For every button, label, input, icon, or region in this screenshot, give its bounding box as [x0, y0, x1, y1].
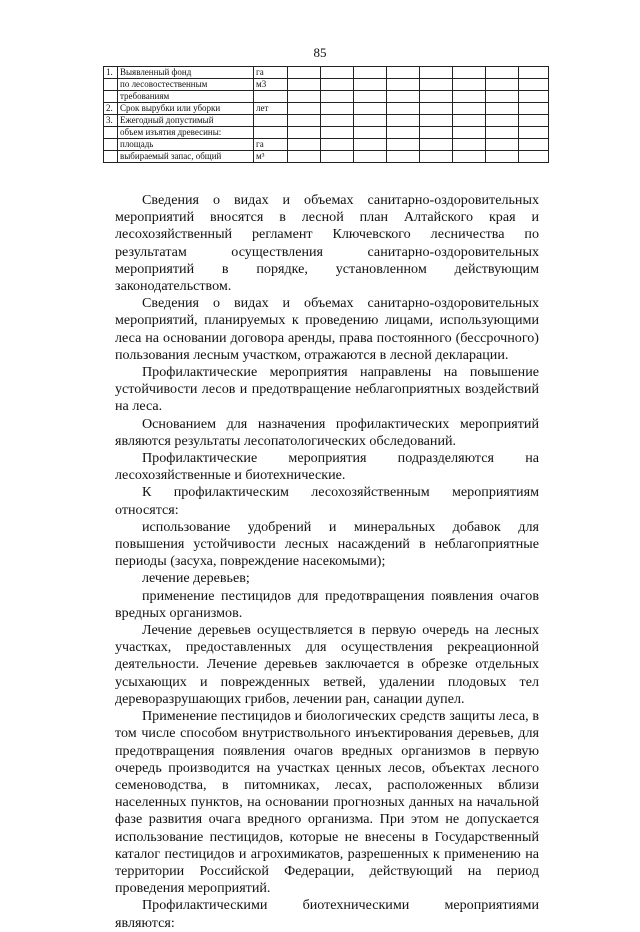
body-text [115, 192, 539, 932]
table-row [104, 127, 549, 139]
table-row [104, 79, 549, 91]
empty-value-cell [486, 67, 519, 79]
empty-value-cell [519, 127, 549, 139]
row-unit-cell: м³ [254, 151, 288, 163]
empty-value-cell [420, 127, 453, 139]
paragraph: Основанием для назначения профилактических мероприятий являются результаты лесопатологических обследований. [115, 415, 539, 449]
empty-value-cell [420, 79, 453, 91]
row-number-cell: 2. [104, 103, 118, 115]
paragraph: Применение пестицидов и биологических средств защиты леса, в том числе способом внутриствольного инъектирования деревьев, для предотвращения появления очагов вредных организмов в первую очередь производится на участках ценных лесов, объектах лесного семеноводства, в питомниках, лесах, расположенных вблизи населенных пунктов, на основании прогнозных данных на начальной фазе развития очага вредного организма. При этом не допускается использование пестицидов, которые не внесены в Государственный каталог пестицидов и агрохимикатов, разрешенных к применению на территории Российской Федерации, действующий на период проведения мероприятий. [115, 708, 539, 897]
row-unit-cell: лет [254, 103, 288, 115]
empty-value-cell [519, 103, 549, 115]
empty-value-cell [519, 139, 549, 151]
empty-value-cell [486, 91, 519, 103]
empty-value-cell [387, 115, 420, 127]
row-label-cell: требованиям [118, 91, 254, 103]
table-row [104, 91, 549, 103]
empty-value-cell [288, 115, 321, 127]
row-number-cell [104, 139, 118, 151]
paragraph: Сведения о видах и объемах санитарно-оздоровительных мероприятий вносятся в лесной план Алтайского края и лесохозяйственный регламент Ключевского лесничества по результатам осуществления санитарно-оздоровительных мероприятий в порядке, установленном действующим законодательством. [115, 192, 539, 295]
empty-value-cell [453, 151, 486, 163]
empty-value-cell [387, 139, 420, 151]
empty-value-cell [321, 127, 354, 139]
empty-value-cell [387, 67, 420, 79]
empty-value-cell [453, 115, 486, 127]
empty-value-cell [453, 91, 486, 103]
empty-value-cell [321, 91, 354, 103]
empty-value-cell [420, 115, 453, 127]
paragraph: Сведения о видах и объемах санитарно-оздоровительных мероприятий, планируемых к проведению лицами, использующими леса на основании договора аренды, права постоянного (бессрочного) пользования лесным участком, отражаются в лесной декларации. [115, 295, 539, 363]
empty-value-cell [486, 151, 519, 163]
empty-value-cell [453, 67, 486, 79]
empty-value-cell [519, 115, 549, 127]
empty-value-cell [288, 79, 321, 91]
empty-value-cell [420, 91, 453, 103]
empty-value-cell [321, 115, 354, 127]
empty-value-cell [486, 103, 519, 115]
empty-value-cell [420, 103, 453, 115]
empty-value-cell [354, 127, 387, 139]
paragraph: лечение деревьев; [142, 570, 250, 587]
paragraph: применение пестицидов для предотвращения появления очагов вредных организмов. [115, 587, 539, 621]
empty-value-cell [519, 91, 549, 103]
row-number-cell [104, 91, 118, 103]
row-label-cell: Срок вырубки или уборки [118, 103, 254, 115]
page-number: 85 [313, 45, 327, 60]
empty-value-cell [486, 79, 519, 91]
empty-value-cell [288, 67, 321, 79]
empty-value-cell [453, 127, 486, 139]
row-unit-cell: га [254, 67, 288, 79]
empty-value-cell [354, 67, 387, 79]
row-unit-cell: м3 [254, 79, 288, 91]
empty-value-cell [420, 151, 453, 163]
empty-value-cell [288, 151, 321, 163]
row-label-cell: по лесовостественным [118, 79, 254, 91]
empty-value-cell [288, 139, 321, 151]
row-label-cell: Ежегодный допустимый [118, 115, 254, 127]
empty-value-cell [420, 139, 453, 151]
table-body [104, 67, 549, 163]
empty-value-cell [321, 139, 354, 151]
row-label-cell: площадь [118, 139, 254, 151]
empty-value-cell [519, 151, 549, 163]
empty-value-cell [354, 91, 387, 103]
paragraph: Профилактические мероприятия направлены на повышение устойчивости лесов и предотвращение неблагоприятных воздействий на леса. [115, 364, 539, 415]
empty-value-cell [387, 151, 420, 163]
empty-value-cell [387, 103, 420, 115]
empty-value-cell [387, 91, 420, 103]
empty-value-cell [420, 67, 453, 79]
empty-value-cell [354, 139, 387, 151]
empty-value-cell [453, 103, 486, 115]
row-label-cell: объем изъятия древесины: [118, 127, 254, 139]
empty-value-cell [321, 79, 354, 91]
paragraph: Профилактическими биотехническими мероприятиями являются: [115, 897, 539, 931]
forest-resource-table [103, 66, 549, 163]
empty-value-cell [288, 127, 321, 139]
empty-value-cell [486, 115, 519, 127]
paragraph: Лечение деревьев осуществляется в первую очередь на лесных участках, предоставленных для осуществления рекреационной деятельности. Лечение деревьев заключается в обрезке отдельных усыхающих и поврежденных ветвей, удалении плодовых тел дереворазрушающих грибов, лечении ран, санации дупел. [115, 622, 539, 707]
empty-value-cell [288, 91, 321, 103]
table-row [104, 67, 549, 79]
table-row [104, 139, 549, 151]
row-unit-cell [254, 91, 288, 103]
row-number-cell: 1. [104, 67, 118, 79]
empty-value-cell [321, 103, 354, 115]
paragraph: Профилактические мероприятия подразделяются на лесохозяйственные и биотехнические. [115, 450, 539, 484]
row-label-cell: Выявленный фонд [118, 67, 254, 79]
empty-value-cell [387, 79, 420, 91]
row-label-cell: выбираемый запас, общий [118, 151, 254, 163]
row-unit-cell [254, 115, 288, 127]
empty-value-cell [486, 139, 519, 151]
empty-value-cell [354, 151, 387, 163]
table-row [104, 151, 549, 163]
row-number-cell [104, 79, 118, 91]
empty-value-cell [288, 103, 321, 115]
empty-value-cell [453, 139, 486, 151]
empty-value-cell [354, 79, 387, 91]
empty-value-cell [519, 79, 549, 91]
empty-value-cell [321, 67, 354, 79]
table-row [104, 103, 549, 115]
paragraph: К профилактическим лесохозяйственным мероприятиям относятся: [115, 484, 539, 518]
table-row [104, 115, 549, 127]
row-unit-cell: га [254, 139, 288, 151]
empty-value-cell [354, 115, 387, 127]
row-number-cell [104, 127, 118, 139]
empty-value-cell [486, 127, 519, 139]
paragraph: использование удобрений и минеральных добавок для повышения устойчивости лесных насаждений в неблагоприятные периоды (засуха, повреждение насекомыми); [115, 518, 539, 570]
empty-value-cell [453, 79, 486, 91]
empty-value-cell [321, 151, 354, 163]
row-number-cell: 3. [104, 115, 118, 127]
empty-value-cell [354, 103, 387, 115]
row-unit-cell [254, 127, 288, 139]
empty-value-cell [519, 67, 549, 79]
empty-value-cell [387, 127, 420, 139]
row-number-cell [104, 151, 118, 163]
